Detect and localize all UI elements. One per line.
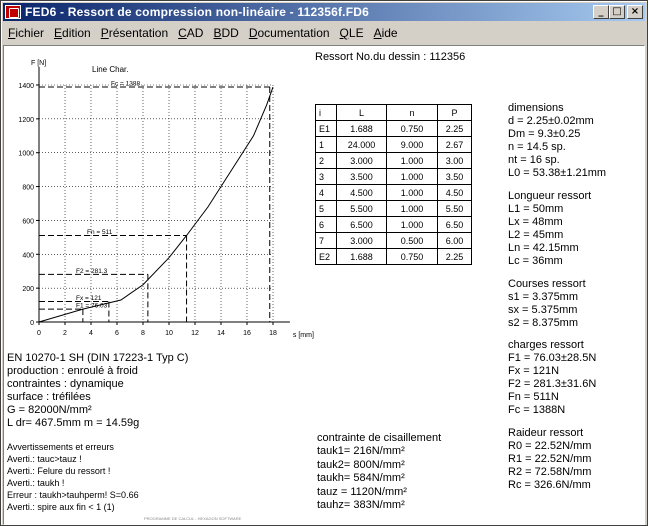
table-cell: E1 [316,121,337,137]
stress-item: taukh= 584N/mm² [317,472,405,485]
x-tick-label: 0 [37,330,41,337]
marker-label: Fn = 511 [87,228,113,236]
y-axis-label: F [N] [31,60,47,67]
loads-section [508,339,596,417]
table-cell: 6 [316,217,337,233]
table-cell: 5 [316,201,337,217]
table-header-cell: L [337,105,387,121]
table-cell: 5.50 [438,201,472,217]
dimension-item: d = 2.25±0.02mm [508,115,594,127]
app-logo-icon[interactable] [5,5,21,19]
table-row [316,233,472,249]
dimension-item: L0 = 53.38±1.21mm [508,167,607,179]
table-cell: 1.000 [387,217,438,233]
table-cell: 5.500 [337,201,387,217]
maximize-button[interactable]: □ [609,5,625,19]
stiffness-item: R1 = 22.52N/mm [508,453,592,465]
table-header-cell: i [316,105,337,121]
warnings-section [7,441,139,513]
marker-label: Fc = 1388 [111,80,141,88]
length-item: L2 = 45mm [508,229,564,241]
table-cell: 1.000 [387,153,438,169]
table-cell: 1.688 [337,249,387,265]
marker-label: Fx = 121 [76,295,102,303]
menu-presentation[interactable]: Présentation [100,26,169,40]
dimension-item: nt = 16 sp. [508,154,560,166]
info-line: contraintes : dynamique [7,378,124,390]
info-line: G = 82000N/mm² [7,404,92,416]
table-cell: 3 [316,169,337,185]
stiffness-section [508,427,591,492]
table-cell: 2.25 [438,249,472,265]
marker-label: F1 = 76.03 [76,302,108,310]
footer-note: PROGRAMME DE CALCUL - HEXAGON SOFTWARE [144,516,242,521]
menu-edition[interactable]: Edition [54,26,91,40]
x-tick-label: 2 [63,330,67,337]
stress-title: contrainte de cisaillement [317,432,442,444]
x-tick-label: 12 [191,330,199,337]
coil-table [315,104,472,265]
info-line: production : enroulé à froid [7,365,138,377]
table-row [316,201,472,217]
table-cell: 24.000 [337,137,387,153]
stress-item: tauhz= 383N/mm² [317,499,405,512]
material-info [7,352,188,430]
warning-line: Averti.: spire aux fin < 1 (1) [7,502,115,512]
table-row [316,249,472,265]
x-axis-label: s [mm] [292,332,314,339]
load-item: F1 = 76.03±28.5N [508,352,597,364]
warning-line: Erreur : taukh>tauhperm! S=0.66 [7,490,139,500]
table-cell: 2.67 [438,137,472,153]
length-item: L1 = 50mm [508,203,564,215]
length-section [508,190,591,268]
length-title: Longueur ressort [508,190,592,202]
title-bar[interactable] [3,3,645,21]
info-line: surface : tréfilées [7,391,91,403]
travel-item: s2 = 8.375mm [508,317,579,329]
travel-title: Courses ressort [508,278,586,290]
menu-fichier[interactable]: Fichier [8,26,45,40]
menu-documentation[interactable]: Documentation [248,26,330,40]
x-tick-label: 18 [269,330,277,337]
table-cell: 2.25 [438,121,472,137]
load-item: Fn = 511N [508,391,559,403]
window-title: FED6 - Ressort de compression non-linéaire - 112356f.FD6 [25,5,369,19]
table-cell: 1.688 [337,121,387,137]
menu-aide[interactable]: Aide [373,26,398,40]
warning-line: Averti.: taukh ! [7,478,65,488]
stiffness-title: Raideur ressort [508,427,584,439]
table-cell: 0.750 [387,249,438,265]
shear-stress-section [317,432,441,512]
table-row [316,217,472,233]
table-row [316,121,472,137]
info-line: L dr= 467.5mm m = 14.59g [7,417,140,429]
y-tick-label: 800 [22,184,34,192]
warnings-title: Avvertissements et erreurs [7,442,114,452]
minimize-button[interactable]: _ [593,5,609,19]
table-cell: 3.500 [337,169,387,185]
menu-bdd[interactable]: BDD [213,26,239,40]
stress-item: tauk2= 800N/mm² [317,458,405,471]
table-row [316,169,472,185]
table-cell: 4.50 [438,185,472,201]
table-cell: 0.750 [387,121,438,137]
stress-item: tauz = 1120N/mm² [317,485,407,498]
y-tick-label: 600 [22,218,34,226]
info-line: EN 10270-1 SH (DIN 17223-1 Typ C) [7,352,189,364]
stress-item: tauk1= 216N/mm² [317,445,405,458]
load-item: F2 = 281.3±31.6N [508,378,597,390]
dimensions-section [508,102,606,180]
y-tick-label: 200 [22,286,34,294]
marker-label: F2 = 281.3 [76,267,108,275]
menu-bar [3,23,645,43]
table-cell: 6.500 [337,217,387,233]
table-cell: 3.00 [438,153,472,169]
table-cell: 1.000 [387,201,438,217]
force-travel-chart [4,46,314,351]
table-row [316,185,472,201]
length-item: Lx = 48mm [508,216,563,228]
dimensions-title: dimensions [508,102,564,114]
table-cell: 1.000 [387,169,438,185]
x-tick-label: 6 [115,330,119,337]
warning-line: Averti.: tauc>tauz ! [7,454,82,464]
table-cell: E2 [316,249,337,265]
dimension-item: Dm = 9.3±0.25 [508,128,581,140]
window-controls [593,5,643,19]
travel-item: sx = 5.375mm [508,304,578,316]
table-cell: 4.500 [337,185,387,201]
table-header-cell: n [387,105,438,121]
table-cell: 6.00 [438,233,472,249]
load-item: Fc = 1388N [508,404,566,416]
table-cell: 1.000 [387,185,438,201]
table-cell: 6.50 [438,217,472,233]
table-cell: 3.50 [438,169,472,185]
length-item: Lc = 36mm [508,255,563,267]
table-cell: 3.000 [337,233,387,249]
menu-cad[interactable]: CAD [178,26,204,40]
table-cell: 4 [316,185,337,201]
table-cell: 1 [316,137,337,153]
menu-qle[interactable]: QLE [339,26,364,40]
table-cell: 7 [316,233,337,249]
y-tick-label: 400 [22,252,34,260]
table-row [316,137,472,153]
report-area [3,45,645,525]
table-header-cell: P [438,105,472,121]
length-item: Ln = 42.15mm [508,242,579,254]
x-tick-label: 10 [165,330,173,337]
y-tick-label: 1400 [18,83,34,90]
x-tick-label: 8 [141,330,145,337]
loads-title: charges ressort [508,339,584,351]
table-row [316,153,472,169]
stiffness-item: R2 = 72.58N/mm [508,466,592,478]
x-tick-label: 16 [243,330,251,337]
y-tick-label: 1200 [18,116,34,124]
stiffness-item: R0 = 22.52N/mm [508,440,592,452]
drawing-number: Ressort No.du dessin : 112356 [315,51,466,63]
load-item: Fx = 121N [508,365,560,377]
close-button[interactable]: × [627,5,643,19]
y-tick-label: 0 [30,320,34,327]
force-curve [39,87,273,322]
table-cell: 0.500 [387,233,438,249]
travel-item: s1 = 3.375mm [508,291,579,303]
y-tick-label: 1000 [18,150,34,158]
table-header-row [316,105,472,121]
chart-title: Line Char. [92,65,129,74]
x-tick-label: 4 [89,330,93,337]
table-cell: 2 [316,153,337,169]
table-cell: 3.000 [337,153,387,169]
travel-section [508,278,586,330]
dimension-item: n = 14.5 sp. [508,141,566,153]
x-tick-label: 14 [217,330,225,337]
warning-line: Averti.: Felure du ressort ! [7,466,111,476]
table-cell: 9.000 [387,137,438,153]
stiffness-item: Rc = 326.6N/mm [508,479,591,491]
